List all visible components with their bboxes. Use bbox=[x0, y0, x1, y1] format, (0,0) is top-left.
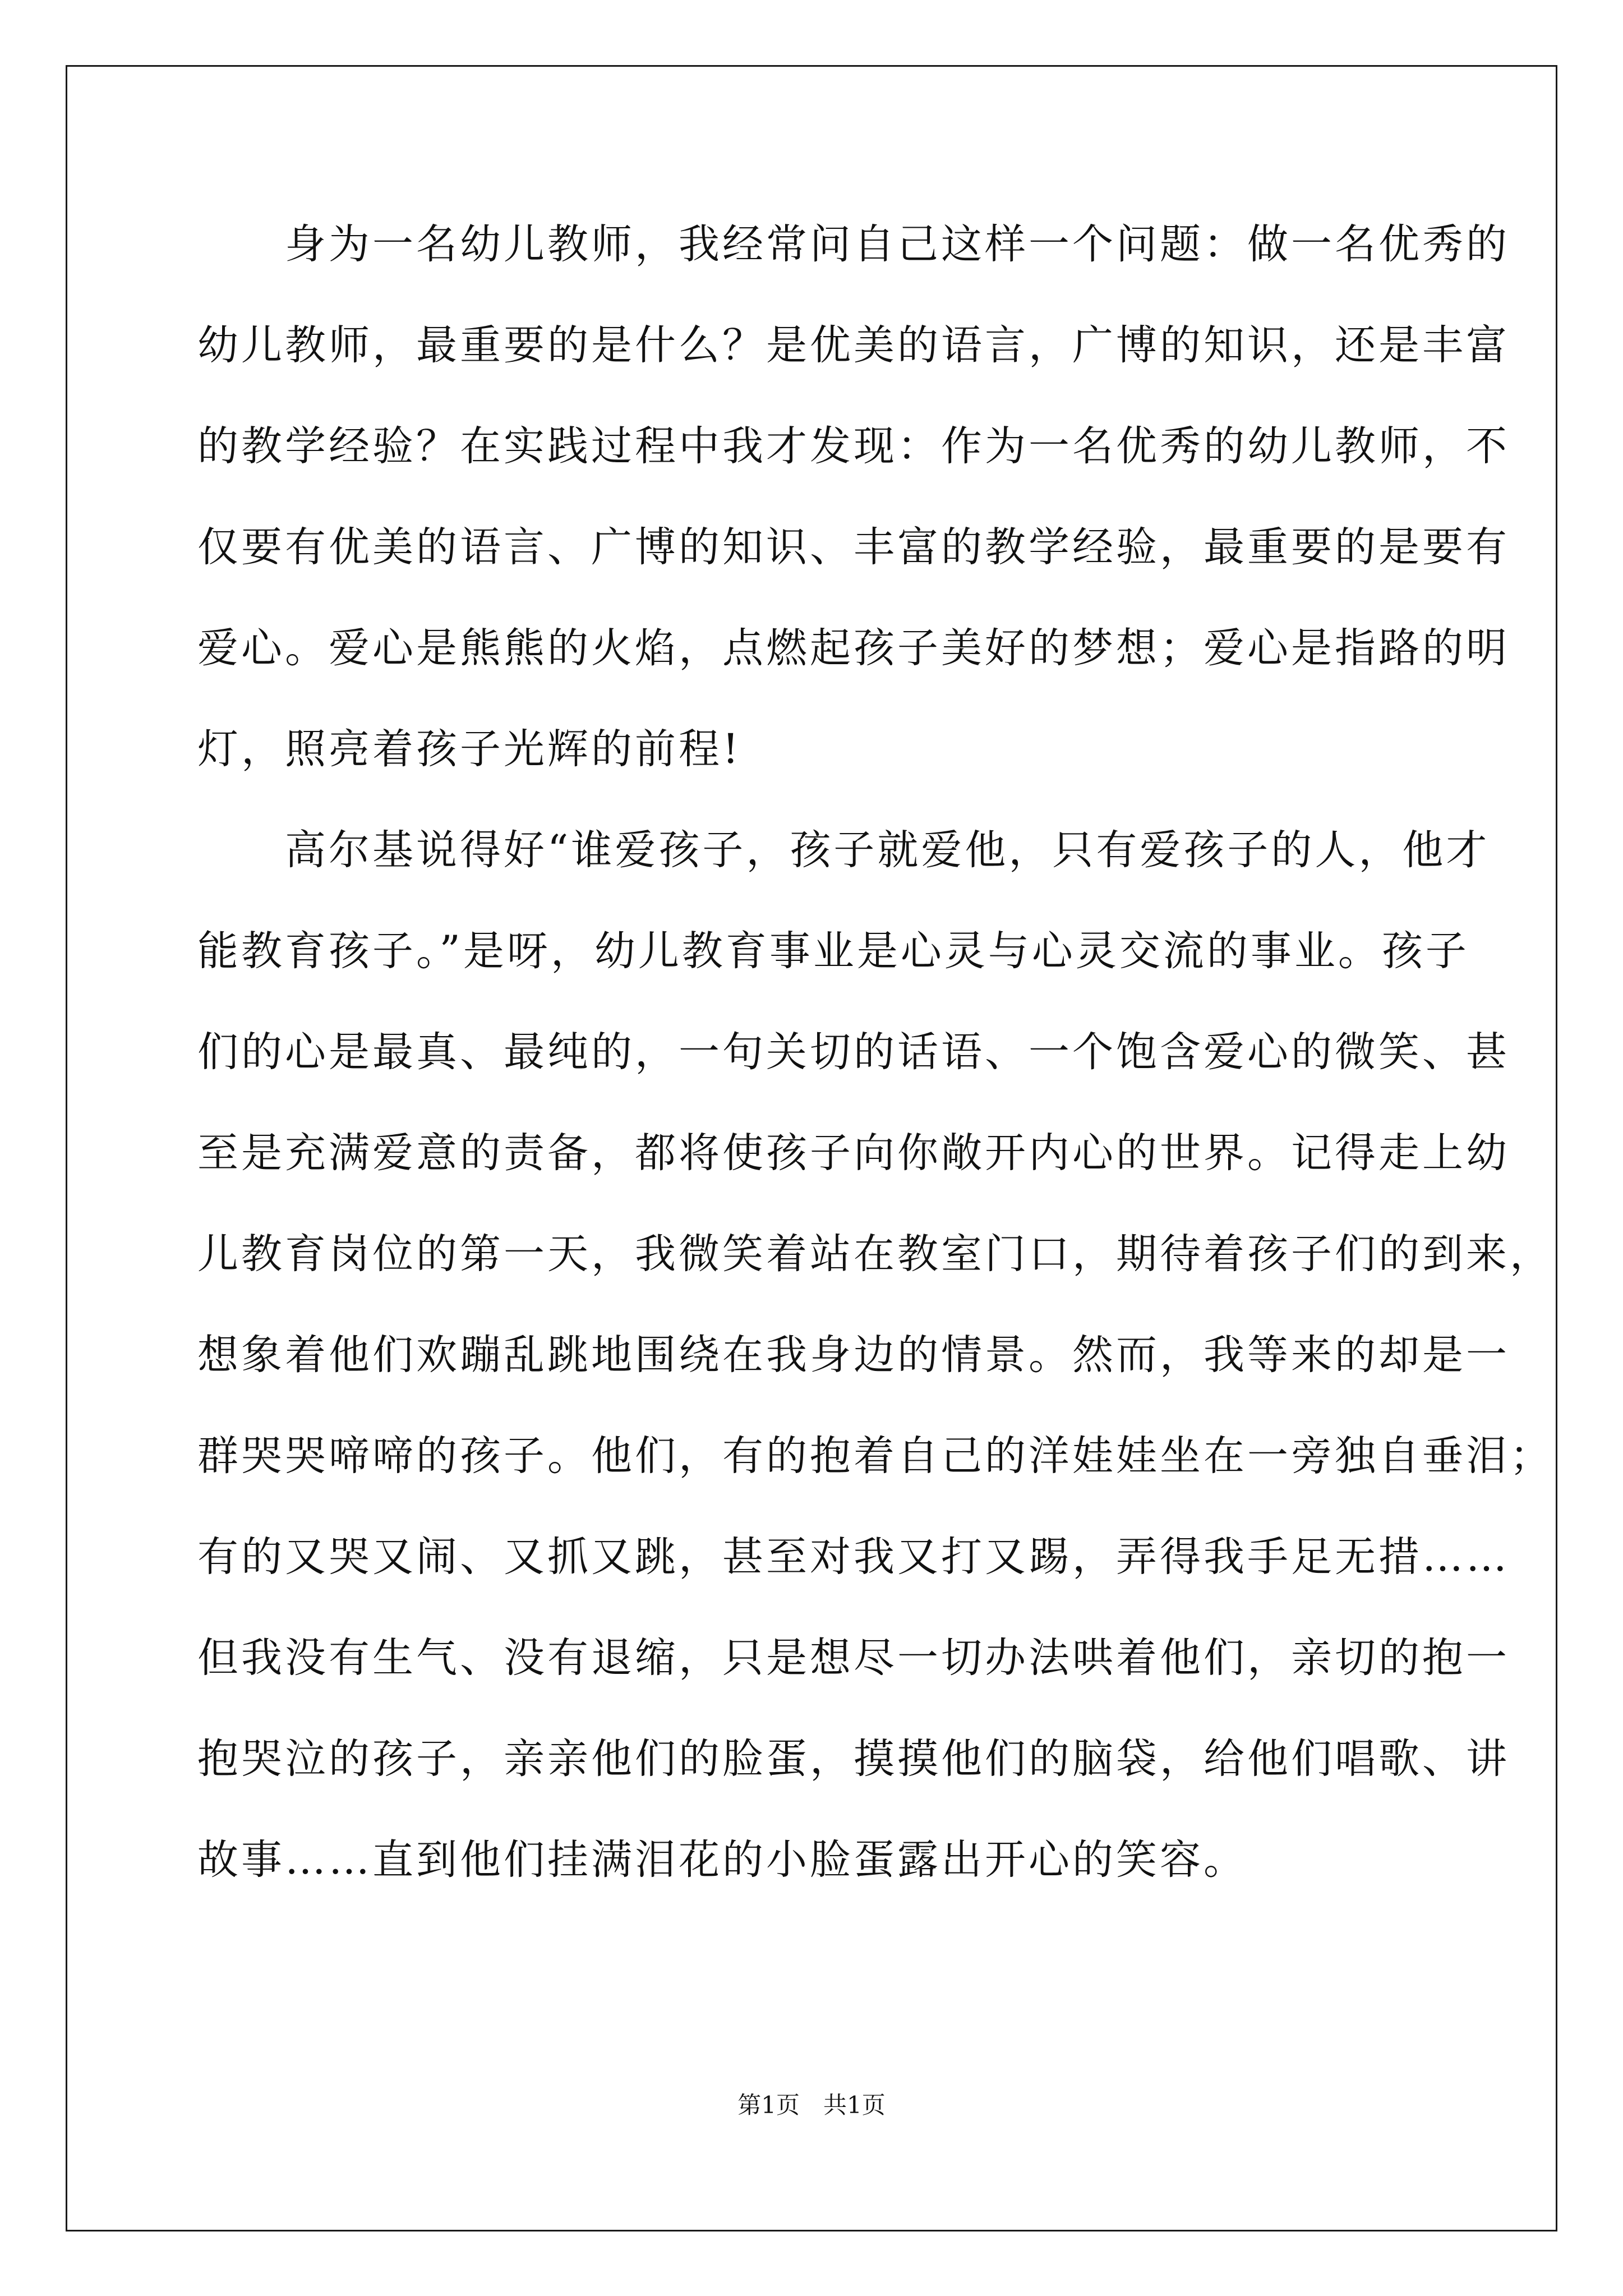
body-text-line: 身为一名幼儿教师，我经常问自己这样一个问题：做一名优秀的 bbox=[197, 220, 1510, 268]
body-text-line: 们的心是最真、最纯的，一句关切的话语、一个饱含爱心的微笑、甚 bbox=[197, 1028, 1510, 1076]
body-text-line: 群哭哭啼啼的孩子。他们，有的抱着自己的洋娃娃坐在一旁独自垂泪； bbox=[197, 1432, 1553, 1480]
body-text-line: 想象着他们欢蹦乱跳地围绕在我身边的情景。然而，我等来的却是一 bbox=[197, 1331, 1510, 1379]
body-text-line: 至是充满爱意的责备，都将使孩子向你敞开内心的世界。记得走上幼 bbox=[197, 1129, 1510, 1177]
body-text-line: 故事……直到他们挂满泪花的小脸蛋露出开心的笑容。 bbox=[197, 1836, 1247, 1884]
body-text-line: 爱心。爱心是熊熊的火焰，点燃起孩子美好的梦想；爱心是指路的明 bbox=[197, 624, 1510, 672]
page-number-footer: 第1页 共1页 bbox=[737, 2091, 886, 2119]
body-text-line: 高尔基说得好“谁爱孩子，孩子就爱他，只有爱孩子的人，他才 bbox=[197, 826, 1490, 874]
body-text-line: 抱哭泣的孩子，亲亲他们的脸蛋，摸摸他们的脑袋，给他们唱歌、讲 bbox=[197, 1735, 1510, 1783]
body-text-line: 幼儿教师，最重要的是什么？是优美的语言，广博的知识，还是丰富 bbox=[197, 321, 1510, 369]
body-text-line: 仅要有优美的语言、广博的知识、丰富的教学经验，最重要的是要有 bbox=[197, 523, 1510, 571]
body-text-line: 能教育孩子。”是呀，幼儿教育事业是心灵与心灵交流的事业。孩子 bbox=[197, 927, 1469, 975]
body-text-line: 灯，照亮着孩子光辉的前程! bbox=[197, 725, 742, 773]
body-text-line: 有的又哭又闹、又抓又跳，甚至对我又打又踢，弄得我手足无措…… bbox=[197, 1533, 1510, 1581]
body-text-line: 儿教育岗位的第一天，我微笑着站在教室门口，期待着孩子们的到来， bbox=[197, 1230, 1553, 1278]
body-text-line: 但我没有生气、没有退缩，只是想尽一切办法哄着他们，亲切的抱一 bbox=[197, 1634, 1510, 1682]
body-text-line: 的教学经验？在实践过程中我才发现：作为一名优秀的幼儿教师，不 bbox=[197, 422, 1510, 470]
